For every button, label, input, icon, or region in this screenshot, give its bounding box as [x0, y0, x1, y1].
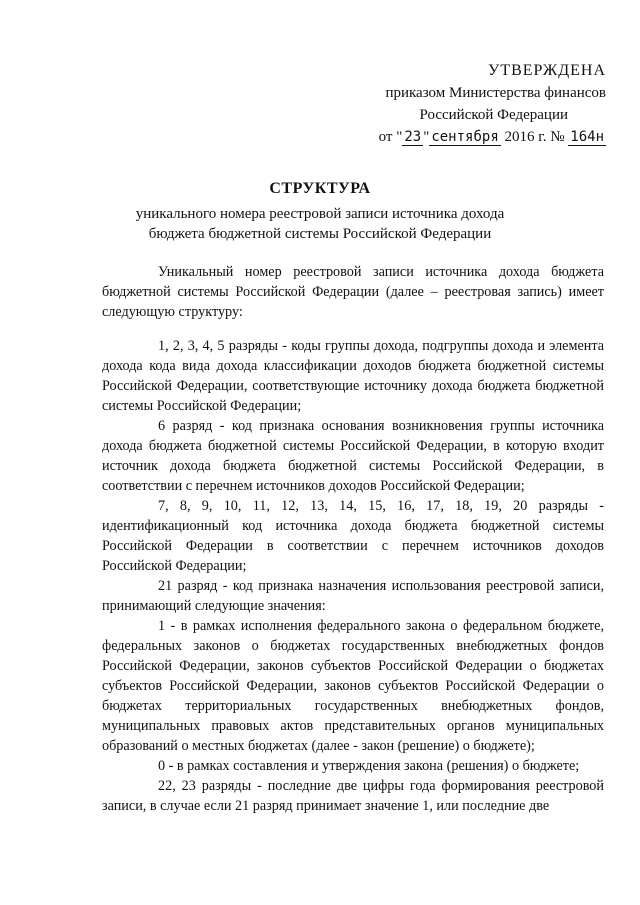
document-title: СТРУКТУРА [269, 180, 371, 197]
paragraph-intro: Уникальный номер реестровой записи источника дохода бюджета бюджетной системы Российской Федерации (далее – реестровая запись) имеет следующую структуру: [102, 264, 604, 320]
date-prefix: от " [378, 129, 403, 145]
paragraph-digit-6: 6 разряд - код признака основания возникновения группы источника дохода бюджета бюджетной системы Российской Федерации, в которую входит источник дохода бюджета бюджетной системы Российской Федерации, в соответствии с перечнем источников доходов Российской Федерации; [102, 418, 604, 494]
paragraph-digits-7-20: 7, 8, 9, 10, 11, 12, 13, 14, 15, 16, 17, 18, 19, 20 разряды - идентификационный код источника дохода бюджета бюджетной системы Российской Федерации в соответствии с перечнем источников доходов Российской Федерации; [102, 498, 604, 574]
date-year: 2016 г. № [504, 129, 565, 145]
paragraph-digit-21: 21 разряд - код признака назначения использования реестровой записи, принимающий следующие значения: [102, 578, 604, 614]
approval-date-line [346, 126, 606, 148]
paragraph-digits-22-23: 22, 23 разряды - последние две цифры года формирования реестровой записи, в случае если 21 разряд принимает значение 1, или последние две [102, 778, 604, 814]
approval-block [346, 60, 606, 148]
approval-order-line: приказом Министерства финансов [385, 85, 606, 101]
paragraph-digits-1-5: 1, 2, 3, 4, 5 разряды - коды группы дохода, подгруппы дохода и элемента дохода кода вида дохода классификации доходов бюджета бюджетной системы Российской Федерации, соответствующие источнику дохода бюджета бюджетной системы Российской Федерации; [102, 338, 604, 414]
document-subtitle: уникального номера реестровой записи источника дохода бюджета бюджетной системы Российской Федерации [135, 206, 505, 242]
date-month: сентября [431, 129, 499, 145]
order-number: 164н [570, 129, 604, 145]
document-body [102, 262, 604, 816]
paragraph-value-0: 0 - в рамках составления и утверждения закона (решения) о бюджете; [158, 758, 580, 774]
paragraph-value-1: 1 - в рамках исполнения федерального закона о федеральном бюджете, федеральных законов о бюджетах государственных внебюджетных фондов Российской Федерации, законов субъектов Российской Федерации о бюджетах субъектов Российской Федерации, законов субъектов Российской Федерации о бюджетах территориальных государственных внебюджетных фондов, муниципальных правовых актов представительных органов муниципальных образований о местных бюджетах (далее - закон (решение) о бюджете); [102, 618, 604, 754]
date-mid: " [423, 129, 430, 145]
approval-stamp: УТВЕРЖДЕНА [487, 62, 606, 79]
approval-ministry-line: Российской Федерации [419, 107, 568, 123]
date-day: 23 [404, 129, 422, 145]
